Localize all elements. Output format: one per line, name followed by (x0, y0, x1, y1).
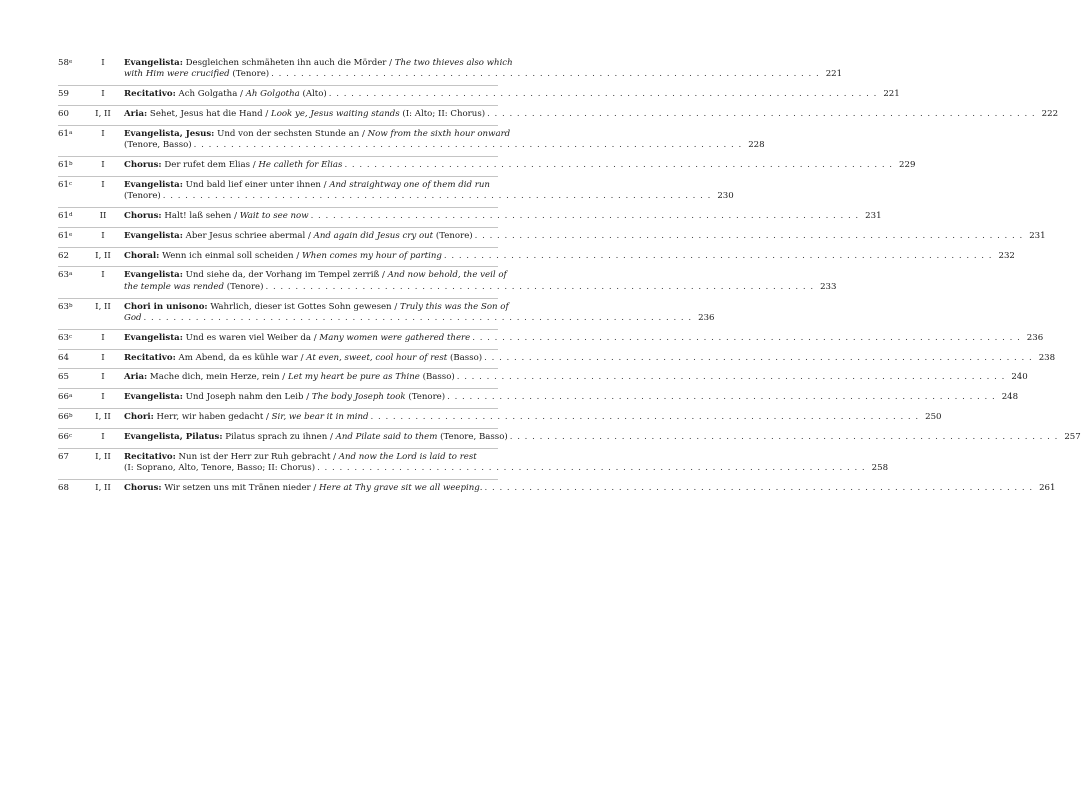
english-title-continued: with Him were crucified (124, 69, 230, 80)
entry-title (124, 89, 327, 100)
page-number: 240 (1011, 372, 1028, 383)
german-title: Und siehe da, der Vorhang im Tempel zerriß / (182, 270, 388, 281)
choir-indicator: I (101, 128, 105, 139)
english-title: And Pilate said to them (335, 431, 438, 442)
entry-text (124, 392, 1019, 403)
leader-dots: . . . . . . . . . . . . . . . . . . . . . . . . . . . . . . . . . . . . . . . . . . . . . . . . . . . . . . . . . . . . . . . . . . . . . . . . . . (310, 211, 860, 221)
voices: (Alto) (299, 89, 327, 100)
movement-number-suffix: b (68, 161, 73, 167)
page-number: 258 (871, 462, 889, 473)
entry-text (124, 160, 916, 171)
entry-line (124, 180, 498, 191)
entry-title (124, 483, 483, 494)
page-number: 228 (748, 140, 765, 151)
entry-continuation (124, 69, 269, 80)
toc-entry (58, 332, 1044, 350)
entry-title (124, 58, 513, 69)
movement-number-value: 61 (58, 230, 69, 241)
page-number: 238 (1038, 352, 1056, 363)
entry-line (124, 89, 900, 100)
entry-label: Chorus: (124, 482, 162, 493)
movement-number (58, 302, 86, 313)
entry-text (124, 451, 889, 475)
movement-number-suffix: e (68, 59, 73, 65)
entry-text (124, 128, 765, 152)
page-number: 222 (1041, 109, 1059, 119)
movement-number (58, 333, 86, 344)
german-title: Wir setzen uns mit Tränen nieder / (161, 482, 320, 493)
choir-indicator: I, II (95, 411, 111, 422)
voices: (Basso) (447, 352, 483, 363)
entry-text (124, 109, 1059, 120)
entry-line (124, 211, 882, 222)
movement-number (58, 270, 86, 281)
entry-label: Evangelista: (124, 58, 183, 68)
english-title: Ah Golgotha (245, 89, 300, 100)
leader-dots: . . . . . . . . . . . . . . . . . . . . . . . . . . . . . . . . . . . . . . . . . . . . . . . . . . . . . . . . . . . . . . . . . . . . . . . . . . (162, 191, 712, 202)
movement-number (58, 109, 86, 120)
german-title: Mache dich, mein Herze, rein / (147, 372, 288, 383)
entry-line (124, 301, 509, 313)
english-title: Look ye, Jesus waiting stands (271, 109, 400, 119)
entry-line (124, 462, 889, 474)
voices: (Basso) (419, 372, 455, 383)
english-title: Many women were gathered there (319, 332, 471, 343)
entry-title (124, 452, 477, 463)
voices: (Tenore) (405, 392, 446, 403)
movement-number (58, 231, 86, 242)
entry-title (124, 160, 342, 171)
movement-number-suffix: e (68, 231, 73, 238)
english-title: The body Joseph took (311, 392, 406, 403)
leader-dots: . . . . . . . . . . . . . . . . . . . . . . . . . . . . . . . . . . . . . . . . . . . . . . . . . . . . . . . . . . . . . . . . . . . . . . . . . . (271, 69, 820, 80)
entry-line (124, 392, 1019, 403)
english-title: Wait to see now (239, 211, 309, 221)
entry-title (124, 372, 455, 383)
movement-number-suffix: c (68, 333, 73, 340)
entry-text (124, 332, 1044, 344)
entry-line (124, 332, 1044, 344)
choir-indicator: I (101, 372, 105, 383)
entry-line (124, 191, 734, 202)
movement-number-value: 66 (58, 431, 69, 442)
entry-label: Recitativo: (124, 352, 176, 363)
voices: (Tenore) (433, 230, 473, 241)
entry-line (124, 230, 1046, 242)
toc-entry (58, 451, 889, 480)
entry-continuation (124, 140, 192, 151)
toc-entry (58, 250, 1015, 268)
movement-number (58, 353, 86, 364)
movement-number-value: 64 (58, 352, 69, 363)
toc-entry (58, 58, 843, 86)
movement-number-suffix: a (68, 393, 73, 400)
entry-text (124, 89, 900, 100)
english-title: The two thieves also which (394, 58, 513, 68)
choir-indicator: I (101, 58, 105, 68)
german-title: Halt! laß sehen / (161, 211, 240, 221)
leader-dots: . . . . . . . . . . . . . . . . . . . . . . . . . . . . . . . . . . . . . . . . . . . . . . . . . . . . . . . . . . . . . . . . . . . . . . . . . . (344, 160, 894, 170)
entry-line (124, 372, 1028, 383)
movement-number-value: 60 (58, 109, 69, 119)
page-number: 230 (717, 191, 734, 202)
entry-line (124, 431, 1081, 443)
entry-text (124, 482, 1056, 494)
choir-indicator: I (101, 230, 105, 241)
movement-number (58, 392, 86, 403)
movement-number-value: 68 (58, 482, 69, 493)
toc-entry (58, 482, 1056, 499)
choir-indicator: I (101, 431, 105, 442)
movement-number-suffix: c (68, 432, 73, 439)
page-number: 232 (998, 250, 1015, 261)
entry-continuation (124, 191, 161, 202)
voices: (I: Soprano, Alto, Tenore, Basso; II: Chorus) (124, 462, 316, 473)
entry-label: Recitativo: (124, 451, 176, 462)
entry-line (124, 250, 1015, 262)
german-title: Nun ist der Herr zur Ruh gebracht / (175, 451, 339, 462)
choir-indicator: I (101, 352, 105, 363)
entry-text (124, 372, 1028, 383)
entry-line (124, 270, 507, 281)
leader-dots: . . . . . . . . . . . . . . . . . . . . . . . . . . . . . . . . . . . . . . . . . . . . . . . . . . . . . . . . . . . . . . . . . . . . . . . . . . (328, 89, 878, 100)
page-number: 236 (1026, 332, 1044, 343)
movement-number-value: 61 (58, 128, 69, 139)
movement-number (58, 452, 86, 463)
page-number: 233 (820, 281, 837, 292)
movement-number-suffix: b (68, 302, 73, 309)
entry-text (124, 411, 942, 423)
page-number: 250 (925, 411, 942, 422)
toc-entry (58, 160, 916, 177)
voices: (Tenore) (224, 281, 264, 292)
entry-line (124, 281, 837, 293)
page-number: 231 (1029, 230, 1046, 241)
voices: (Tenore, Basso) (124, 140, 192, 151)
toc-entry (58, 392, 1019, 409)
movement-number-value: 63 (58, 301, 69, 312)
choir-indicator: I (101, 332, 105, 343)
choir-indicator: I (101, 179, 105, 190)
leader-dots: . . . . . . . . . . . . . . . . . . . . . . . . . . . . . . . . . . . . . . . . . . . . . . . . . . . . . . . . . . . . . . . . . . . . . . . . . . (143, 313, 693, 323)
choir-indicator: I (101, 392, 105, 403)
english-title: And straightway one of them did run (329, 179, 490, 190)
german-title: Pilatus sprach zu ihnen / (222, 431, 336, 442)
choir-indicator: I (101, 89, 105, 100)
entry-title (124, 270, 507, 281)
english-title: When comes my hour of parting (301, 250, 442, 261)
entry-line (124, 58, 513, 69)
toc-entry (58, 211, 882, 228)
page-number: 236 (698, 313, 715, 323)
choir-indicator: I, II (95, 250, 111, 261)
leader-dots: . . . . . . . . . . . . . . . . . . . . . . . . . . . . . . . . . . . . . . . . . . . . . . . . . . . . . . . . . . . . . . . . . . . . . . . . . . (370, 411, 920, 422)
movement-number-value: 61 (58, 179, 69, 190)
choir-indicator: I, II (95, 109, 111, 119)
page-number: 221 (825, 69, 843, 80)
page-number: 257 (1064, 431, 1081, 442)
movement-number (58, 483, 86, 494)
page-number: 231 (865, 211, 882, 221)
movement-number-value: 66 (58, 392, 69, 403)
entry-line (124, 69, 843, 80)
entry-label: Recitativo: (124, 89, 176, 100)
entry-title (124, 109, 485, 120)
english-title: And now the Lord is laid to rest (338, 451, 477, 462)
toc-entry (58, 352, 1056, 370)
entry-title (124, 432, 508, 443)
english-title: And again did Jesus cry out (313, 230, 434, 241)
leader-dots: . . . . . . . . . . . . . . . . . . . . . . . . . . . . . . . . . . . . . . . . . . . . . . . . . . . . . . . . . . . . . . . . . . . . . . . . . . (509, 431, 1059, 442)
leader-dots: . . . . . . . . . . . . . . . . . . . . . . . . . . . . . . . . . . . . . . . . . . . . . . . . . . . . . . . . . . . . . . . . . . . . . . . . . . (317, 462, 866, 473)
entry-title (124, 302, 509, 313)
english-title-continued: the temple was rended (124, 281, 224, 292)
german-title: Und es waren viel Weiber da / (182, 332, 320, 343)
voices: (Tenore, Basso) (437, 431, 508, 442)
toc-entry (58, 128, 765, 157)
voices: (Tenore) (229, 69, 270, 80)
entry-text (124, 250, 1015, 262)
english-title: Here at Thy grave sit we all weeping. (319, 482, 483, 493)
movement-number-suffix: d (68, 212, 73, 218)
leader-dots: . . . . . . . . . . . . . . . . . . . . . . . . . . . . . . . . . . . . . . . . . . . . . . . . . . . . . . . . . . . . . . . . . . . . . . . . . . (484, 482, 1034, 493)
entry-text (124, 270, 837, 293)
movement-number (58, 372, 86, 383)
entry-continuation (124, 313, 142, 324)
movement-number-suffix: a (68, 129, 73, 136)
leader-dots: . . . . . . . . . . . . . . . . . . . . . . . . . . . . . . . . . . . . . . . . . . . . . . . . . . . . . . . . . . . . . . . . . . . . . . . . . . (472, 332, 1021, 343)
entry-label: Chori in unisono: (124, 301, 208, 312)
entry-text (124, 352, 1056, 364)
entry-label: Evangelista, Jesus: (124, 128, 215, 139)
entry-label: Choral: (124, 250, 160, 261)
german-title: Wenn ich einmal soll scheiden / (159, 250, 302, 261)
entry-continuation (124, 463, 315, 474)
page-number: 221 (883, 89, 900, 100)
english-title: Sir, we bear it in mind (271, 411, 369, 422)
entry-text (124, 431, 1081, 443)
entry-label: Evangelista, Pilatus: (124, 431, 223, 442)
entry-title (124, 129, 510, 140)
entry-label: Evangelista: (124, 392, 183, 403)
german-title: Und Joseph nahm den Leib / (182, 392, 312, 403)
entry-line (124, 140, 765, 151)
movement-number-suffix: b (68, 412, 73, 419)
entry-title (124, 211, 309, 222)
entry-line (124, 482, 1056, 494)
english-title: He calleth for Elias (258, 160, 343, 170)
movement-number-value: 67 (58, 451, 69, 462)
entry-label: Evangelista: (124, 270, 183, 281)
movement-number-value: 62 (58, 250, 69, 261)
english-title: Truly this was the Son of (399, 301, 509, 312)
choir-indicator: I, II (95, 451, 111, 462)
movement-number-suffix: a (68, 271, 73, 278)
entry-label: Evangelista: (124, 230, 183, 241)
english-title: At even, sweet, cool hour of rest (306, 352, 448, 363)
entry-label: Chori: (124, 411, 154, 422)
leader-dots: . . . . . . . . . . . . . . . . . . . . . . . . . . . . . . . . . . . . . . . . . . . . . . . . . . . . . . . . . . . . . . . . . . . . . . . . . . (474, 230, 1024, 241)
entry-line (124, 452, 498, 463)
english-title: Now from the sixth hour onward (367, 128, 511, 139)
entry-title (124, 353, 482, 364)
entry-title (124, 412, 369, 423)
movement-number-value: 61 (58, 211, 69, 221)
entry-label: Aria: (124, 109, 148, 119)
leader-dots: . . . . . . . . . . . . . . . . . . . . . . . . . . . . . . . . . . . . . . . . . . . . . . . . . . . . . . . . . . . . . . . . . . . . . . . . . . (484, 352, 1033, 363)
movement-number (58, 180, 86, 191)
movement-number (58, 211, 86, 222)
entry-line (124, 128, 511, 140)
voices: (Tenore) (124, 191, 161, 202)
movement-number-value: 66 (58, 411, 69, 422)
movement-number (58, 160, 86, 171)
movement-number (58, 58, 86, 69)
movement-number-value: 58 (58, 58, 69, 68)
movement-number-value: 63 (58, 270, 69, 281)
english-title: Let my heart be pure as Thine (287, 372, 420, 383)
choir-indicator: II (99, 211, 107, 221)
entry-line (124, 352, 1056, 364)
entry-text (124, 230, 1046, 242)
entry-line (124, 411, 942, 423)
entry-line (124, 109, 1059, 120)
german-title: Und bald lief einer unter ihnen / (182, 179, 330, 190)
choir-indicator: I (101, 160, 105, 170)
leader-dots: . . . . . . . . . . . . . . . . . . . . . . . . . . . . . . . . . . . . . . . . . . . . . . . . . . . . . . . . . . . . . . . . . . . . . . . . . . (487, 109, 1036, 119)
entry-continuation (124, 282, 264, 293)
toc-entry (58, 89, 900, 106)
movement-number-value: 63 (58, 332, 69, 343)
page-number: 261 (1039, 482, 1056, 493)
toc-entry (58, 301, 715, 330)
leader-dots: . . . . . . . . . . . . . . . . . . . . . . . . . . . . . . . . . . . . . . . . . . . . . . . . . . . . . . . . . . . . . . . . . . . . . . . . . . (447, 392, 996, 403)
entry-line (124, 160, 916, 171)
toc-entry (58, 411, 942, 429)
german-title: Herr, wir haben gedacht / (153, 411, 272, 422)
voices: (I: Alto; II: Chorus) (399, 109, 486, 119)
choir-indicator: I, II (95, 482, 111, 493)
movement-number (58, 432, 86, 443)
leader-dots: . . . . . . . . . . . . . . . . . . . . . . . . . . . . . . . . . . . . . . . . . . . . . . . . . . . . . . . . . . . . . . . . . . . . . . . . . . (193, 140, 743, 151)
page-number: 229 (899, 160, 916, 170)
german-title: Der rufet dem Elias / (161, 160, 259, 170)
entry-text (124, 58, 843, 81)
entry-label: Aria: (124, 372, 148, 383)
entry-title (124, 180, 490, 191)
entry-title (124, 392, 445, 403)
german-title: Am Abend, da es kühle war / (175, 352, 307, 363)
entry-label: Chorus: (124, 211, 162, 221)
choir-indicator: I, II (95, 301, 111, 312)
entry-label: Evangelista: (124, 179, 183, 190)
toc-entry (58, 230, 1046, 248)
english-title-continued: God (124, 313, 142, 323)
movement-number (58, 89, 86, 100)
entry-title (124, 251, 442, 262)
movement-number (58, 251, 86, 262)
entry-text (124, 211, 882, 222)
leader-dots: . . . . . . . . . . . . . . . . . . . . . . . . . . . . . . . . . . . . . . . . . . . . . . . . . . . . . . . . . . . . . . . . . . . . . . . . . . (456, 372, 1006, 383)
movement-number-value: 61 (58, 160, 69, 170)
entry-text (124, 301, 715, 325)
german-title: Aber Jesus schriee abermal / (182, 230, 314, 241)
german-title: Und von der sechsten Stunde an / (214, 128, 368, 139)
leader-dots: . . . . . . . . . . . . . . . . . . . . . . . . . . . . . . . . . . . . . . . . . . . . . . . . . . . . . . . . . . . . . . . . . . . . . . . . . . (443, 250, 993, 261)
german-title: Desgleichen schmäheten ihn auch die Mörder / (182, 58, 395, 68)
entry-text (124, 179, 734, 203)
toc-entry (58, 431, 1081, 449)
toc-entry (58, 372, 1028, 389)
choir-indicator: I (101, 270, 105, 281)
toc-entry (58, 109, 1059, 126)
movement-number (58, 412, 86, 423)
entry-line (124, 313, 715, 324)
german-title: Sehet, Jesus hat die Hand / (147, 109, 271, 119)
entry-label: Evangelista: (124, 332, 183, 343)
toc-entry (58, 179, 734, 208)
german-title: Ach Golgatha / (175, 89, 246, 100)
entry-title (124, 231, 473, 242)
leader-dots: . . . . . . . . . . . . . . . . . . . . . . . . . . . . . . . . . . . . . . . . . . . . . . . . . . . . . . . . . . . . . . . . . . . . . . . . . . (265, 281, 815, 292)
entry-title (124, 333, 470, 344)
entry-label: Chorus: (124, 160, 162, 170)
german-title: Wahrlich, dieser ist Gottes Sohn gewesen / (207, 301, 400, 312)
toc-entry (58, 270, 837, 298)
movement-number-suffix: c (68, 180, 73, 187)
english-title: And now behold, the veil of (387, 270, 507, 281)
table-of-contents (58, 58, 1081, 502)
movement-number (58, 129, 86, 140)
movement-number-value: 59 (58, 89, 69, 100)
page-number: 248 (1001, 392, 1019, 403)
movement-number-value: 65 (58, 372, 69, 383)
